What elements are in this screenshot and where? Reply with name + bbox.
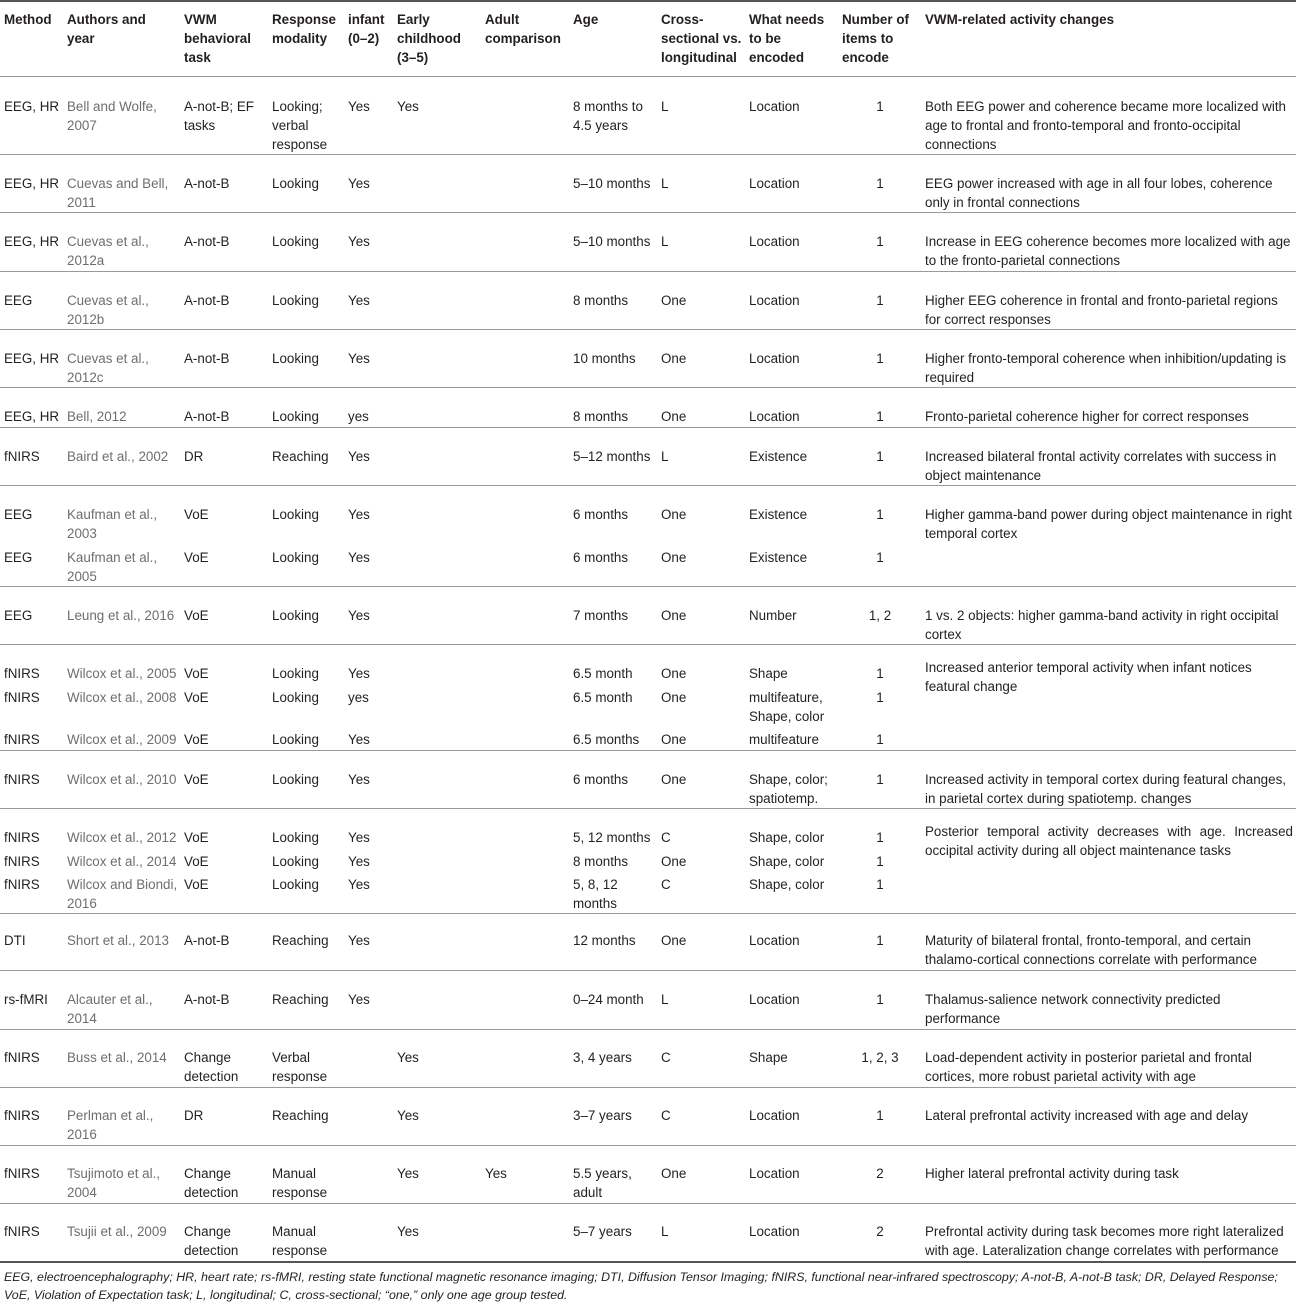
- cell-encode: Location: [749, 351, 800, 366]
- cell-method: EEG, HR: [4, 234, 60, 249]
- cell-items: 1: [876, 234, 884, 249]
- cell-method: fNIRS: [4, 732, 40, 747]
- cell-authors: Cuevas et al., 2012b: [67, 293, 149, 327]
- row-divider: [0, 427, 1296, 428]
- cell-encode: Existence: [749, 507, 808, 522]
- cell-method: fNIRS: [4, 1050, 40, 1065]
- cell-design: L: [661, 234, 669, 249]
- row-divider: [0, 212, 1296, 213]
- cell-response: Looking: [272, 550, 319, 565]
- cell-authors: Wilcox et al., 2008: [67, 690, 177, 705]
- cell-authors: Wilcox et al., 2009: [67, 732, 177, 747]
- cell-task: A-not-B: [184, 234, 230, 249]
- header-method: Method: [4, 12, 52, 27]
- cell-infant: Yes: [348, 234, 370, 249]
- cell-items: 1: [876, 772, 884, 787]
- header-bottom-rule: [0, 76, 1296, 77]
- cell-task: VoE: [184, 690, 209, 705]
- cell-infant: Yes: [348, 877, 370, 892]
- header-design: Cross-sectional vs. longitudinal: [661, 12, 742, 65]
- cell-encode: Shape, color; spatiotemp.: [749, 772, 828, 806]
- cell-items: 1, 2, 3: [861, 1050, 899, 1065]
- cell-items: 2: [876, 1166, 884, 1181]
- cell-authors: Wilcox et al., 2012: [67, 830, 177, 845]
- cell-infant: Yes: [348, 99, 370, 114]
- cell-age: 5–7 years: [573, 1224, 632, 1239]
- cell-items: 1: [876, 690, 884, 705]
- cell-activity: Increase in EEG coherence becomes more localized with age to the fronto-parietal connections: [925, 234, 1291, 268]
- cell-design: L: [661, 992, 669, 1007]
- row-divider: [0, 913, 1296, 914]
- cell-items: 1: [876, 877, 884, 892]
- cell-age: 5, 8, 12 months: [573, 877, 618, 911]
- cell-task: VoE: [184, 608, 209, 623]
- cell-activity: Both EEG power and coherence became more localized with age to frontal and fronto-temporal and fronto-occipital connections: [925, 99, 1286, 152]
- cell-items: 1: [876, 99, 884, 114]
- cell-design: One: [661, 507, 687, 522]
- cell-design: C: [661, 877, 671, 892]
- cell-age: 5–10 months: [573, 234, 651, 249]
- cell-design: C: [661, 830, 671, 845]
- cell-encode: Location: [749, 293, 800, 308]
- cell-design: L: [661, 176, 669, 191]
- cell-method: fNIRS: [4, 690, 40, 705]
- cell-infant: yes: [348, 409, 369, 424]
- cell-infant: Yes: [348, 449, 370, 464]
- cell-encode: Location: [749, 933, 800, 948]
- cell-infant: Yes: [348, 830, 370, 845]
- cell-task: VoE: [184, 732, 209, 747]
- cell-task: VoE: [184, 666, 209, 681]
- header-response: Response modality: [272, 12, 336, 46]
- cell-design: One: [661, 409, 687, 424]
- cell-encode: multifeature: [749, 732, 819, 747]
- cell-design: L: [661, 99, 669, 114]
- cell-task: A-not-B; EF tasks: [184, 99, 254, 133]
- cell-design: One: [661, 351, 687, 366]
- cell-items: 1, 2: [868, 608, 892, 623]
- cell-infant: Yes: [348, 293, 370, 308]
- cell-method: EEG, HR: [4, 409, 60, 424]
- cell-activity: Fronto-parietal coherence higher for correct responses: [925, 409, 1249, 424]
- cell-encode: Shape, color: [749, 830, 825, 845]
- cell-items: 1: [876, 666, 884, 681]
- cell-encode: Existence: [749, 449, 808, 464]
- cell-method: EEG: [4, 293, 33, 308]
- cell-task: VoE: [184, 772, 209, 787]
- cell-method: fNIRS: [4, 830, 40, 845]
- row-divider: [0, 154, 1296, 155]
- cell-activity: Thalamus-salience network connectivity predicted performance: [925, 992, 1221, 1026]
- cell-task: Change detection: [184, 1224, 239, 1258]
- cell-response: Looking: [272, 351, 319, 366]
- cell-early: Yes: [397, 99, 419, 114]
- cell-response: Reaching: [272, 449, 329, 464]
- row-divider: [0, 271, 1296, 272]
- row-divider: [0, 1029, 1296, 1030]
- cell-items: 1: [876, 449, 884, 464]
- cell-activity: Maturity of bilateral frontal, fronto-temporal, and certain thalamo-cortical connections correlate with performance: [925, 933, 1257, 967]
- cell-age: 3, 4 years: [573, 1050, 632, 1065]
- cell-response: Looking: [272, 608, 319, 623]
- header-age: Age: [573, 12, 599, 27]
- cell-activity: EEG power increased with age in all four lobes, coherence only in frontal connections: [925, 176, 1273, 210]
- header-encode: What needs to be encoded: [749, 12, 825, 65]
- cell-design: One: [661, 1166, 687, 1181]
- cell-task: DR: [184, 449, 204, 464]
- cell-design: One: [661, 550, 687, 565]
- cell-activity: Lateral prefrontal activity increased with age and delay: [925, 1108, 1249, 1123]
- cell-age: 6.5 month: [573, 666, 633, 681]
- cell-encode: Location: [749, 1166, 800, 1181]
- cell-task: A-not-B: [184, 409, 230, 424]
- cell-response: Looking: [272, 234, 319, 249]
- cell-encode: Location: [749, 234, 800, 249]
- row-divider: [0, 485, 1296, 486]
- cell-method: fNIRS: [4, 1224, 40, 1239]
- cell-infant: Yes: [348, 666, 370, 681]
- cell-response: Looking: [272, 830, 319, 845]
- cell-early: Yes: [397, 1108, 419, 1123]
- cell-encode: Number: [749, 608, 797, 623]
- cell-age: 8 months: [573, 409, 629, 424]
- header-items: Number of items to encode: [842, 12, 909, 65]
- cell-design: L: [661, 449, 669, 464]
- cell-encode: Shape: [749, 666, 788, 681]
- cell-adult: Yes: [485, 1166, 507, 1181]
- cell-authors: Cuevas and Bell, 2011: [67, 176, 169, 210]
- cell-response: Looking; verbal response: [272, 99, 328, 152]
- cell-age: 10 months: [573, 351, 636, 366]
- cell-items: 2: [876, 1224, 884, 1239]
- cell-method: fNIRS: [4, 1166, 40, 1181]
- cell-method: fNIRS: [4, 1108, 40, 1123]
- table-bottom-rule: [0, 1261, 1296, 1263]
- header-activity: VWM-related activity changes: [925, 12, 1115, 27]
- cell-encode: Existence: [749, 550, 808, 565]
- cell-age: 5–10 months: [573, 176, 651, 191]
- cell-method: fNIRS: [4, 854, 40, 869]
- cell-authors: Short et al., 2013: [67, 933, 169, 948]
- cell-method: EEG: [4, 550, 33, 565]
- cell-age: 5–12 months: [573, 449, 651, 464]
- cell-infant: Yes: [348, 992, 370, 1007]
- cell-response: Looking: [272, 772, 319, 787]
- cell-age: 6 months: [573, 507, 629, 522]
- cell-infant: Yes: [348, 854, 370, 869]
- cell-activity: 1 vs. 2 objects: higher gamma-band activity in right occipital cortex: [925, 608, 1279, 642]
- cell-task: VoE: [184, 507, 209, 522]
- cell-infant: Yes: [348, 772, 370, 787]
- cell-items: 1: [876, 830, 884, 845]
- cell-activity: Higher gamma-band power during object maintenance in right temporal cortex: [925, 507, 1292, 541]
- row-divider: [0, 970, 1296, 971]
- cell-authors: Cuevas et al., 2012a: [67, 234, 149, 268]
- cell-items: 1: [876, 507, 884, 522]
- cell-task: VoE: [184, 854, 209, 869]
- cell-task: A-not-B: [184, 293, 230, 308]
- cell-age: 0–24 month: [573, 992, 644, 1007]
- cell-age: 12 months: [573, 933, 636, 948]
- cell-task: A-not-B: [184, 992, 230, 1007]
- cell-response: Looking: [272, 732, 319, 747]
- cell-method: EEG, HR: [4, 99, 60, 114]
- cell-activity: Load-dependent activity in posterior parietal and frontal cortices, more robust parietal activity with age: [925, 1050, 1252, 1084]
- table-top-rule: [0, 0, 1296, 2]
- cell-method: rs-fMRI: [4, 992, 48, 1007]
- cell-infant: Yes: [348, 550, 370, 565]
- cell-activity: Increased anterior temporal activity when infant notices featural change: [925, 660, 1252, 694]
- cell-infant: Yes: [348, 351, 370, 366]
- header-early-childhood: Early childhood (3–5): [397, 12, 461, 65]
- cell-response: Looking: [272, 877, 319, 892]
- cell-early: Yes: [397, 1166, 419, 1181]
- cell-method: EEG, HR: [4, 351, 60, 366]
- cell-task: DR: [184, 1108, 204, 1123]
- row-divider: [0, 329, 1296, 330]
- cell-task: VoE: [184, 550, 209, 565]
- cell-response: Reaching: [272, 992, 329, 1007]
- cell-age: 3–7 years: [573, 1108, 632, 1123]
- cell-authors: Kaufman et al., 2003: [67, 507, 158, 541]
- cell-authors: Bell, 2012: [67, 409, 127, 424]
- cell-method: DTI: [4, 933, 26, 948]
- cell-age: 6 months: [573, 550, 629, 565]
- cell-items: 1: [876, 176, 884, 191]
- cell-activity: Higher EEG coherence in frontal and fronto-parietal regions for correct responses: [925, 293, 1278, 327]
- row-divider: [0, 1087, 1296, 1088]
- cell-age: 8 months: [573, 854, 629, 869]
- cell-activity: Higher lateral prefrontal activity during task: [925, 1166, 1179, 1181]
- cell-items: 1: [876, 409, 884, 424]
- cell-authors: Tsujii et al., 2009: [67, 1224, 167, 1239]
- cell-authors: Cuevas et al., 2012c: [67, 351, 149, 385]
- cell-age: 6.5 month: [573, 690, 633, 705]
- cell-method: fNIRS: [4, 449, 40, 464]
- cell-items: 1: [876, 854, 884, 869]
- cell-encode: multifeature, Shape, color: [749, 690, 825, 724]
- cell-method: EEG: [4, 507, 33, 522]
- cell-design: C: [661, 1050, 671, 1065]
- cell-age: 7 months: [573, 608, 629, 623]
- cell-design: One: [661, 666, 687, 681]
- cell-design: One: [661, 293, 687, 308]
- cell-response: Reaching: [272, 1108, 329, 1123]
- cell-response: Reaching: [272, 933, 329, 948]
- cell-method: EEG: [4, 608, 33, 623]
- cell-age: 6.5 months: [573, 732, 640, 747]
- cell-encode: Location: [749, 992, 800, 1007]
- cell-encode: Location: [749, 1108, 800, 1123]
- cell-encode: Location: [749, 1224, 800, 1239]
- cell-response: Manual response: [272, 1166, 328, 1200]
- cell-early: Yes: [397, 1224, 419, 1239]
- cell-age: 6 months: [573, 772, 629, 787]
- cell-authors: Leung et al., 2016: [67, 608, 175, 623]
- cell-design: One: [661, 608, 687, 623]
- cell-infant: Yes: [348, 933, 370, 948]
- cell-activity: Prefrontal activity during task becomes more right lateralized with age. Lateralization change correlates with performance: [925, 1224, 1284, 1258]
- cell-items: 1: [876, 1108, 884, 1123]
- cell-infant: Yes: [348, 608, 370, 623]
- cell-authors: Wilcox and Biondi, 2016: [67, 877, 178, 911]
- cell-age: 5.5 years, adult: [573, 1166, 632, 1200]
- cell-age: 5, 12 months: [573, 830, 651, 845]
- cell-encode: Shape, color: [749, 854, 825, 869]
- cell-encode: Shape, color: [749, 877, 825, 892]
- cell-items: 1: [876, 933, 884, 948]
- cell-infant: Yes: [348, 732, 370, 747]
- row-divider: [0, 808, 1296, 809]
- cell-task: A-not-B: [184, 351, 230, 366]
- cell-task: A-not-B: [184, 933, 230, 948]
- cell-infant: yes: [348, 690, 369, 705]
- cell-age: 8 months to 4.5 years: [573, 99, 643, 133]
- cell-task: Change detection: [184, 1166, 239, 1200]
- cell-items: 1: [876, 550, 884, 565]
- cell-method: fNIRS: [4, 666, 40, 681]
- cell-items: 1: [876, 293, 884, 308]
- cell-authors: Tsujimoto et al., 2004: [67, 1166, 161, 1200]
- cell-method: EEG, HR: [4, 176, 60, 191]
- cell-encode: Location: [749, 409, 800, 424]
- cell-authors: Kaufman et al., 2005: [67, 550, 158, 584]
- cell-authors: Wilcox et al., 2014: [67, 854, 177, 869]
- row-divider: [0, 1203, 1296, 1204]
- cell-authors: Perlman et al., 2016: [67, 1108, 154, 1142]
- table-footnote: EEG, electroencephalography; HR, heart rate; rs-fMRI, resting state functional magnetic resonance imaging; DTI, Diffusion Tensor Imaging; fNIRS, functional near-infrared spectroscopy; A-not-B, A-not-B task; DR, Delayed Response; VoE, Violation of Expectation task; L, longitudinal; C, cross-sectional; “one,” only one age group tested.: [4, 1270, 1278, 1302]
- header-adult: Adult comparison: [485, 12, 561, 46]
- cell-response: Looking: [272, 176, 319, 191]
- cell-items: 1: [876, 351, 884, 366]
- cell-infant: Yes: [348, 507, 370, 522]
- cell-encode: Shape: [749, 1050, 788, 1065]
- cell-task: VoE: [184, 877, 209, 892]
- cell-task: VoE: [184, 830, 209, 845]
- cell-task: A-not-B: [184, 176, 230, 191]
- cell-encode: Location: [749, 176, 800, 191]
- cell-encode: Location: [749, 99, 800, 114]
- cell-activity: Increased bilateral frontal activity correlates with success in object maintenance: [925, 449, 1277, 483]
- cell-age: 8 months: [573, 293, 629, 308]
- cell-authors: Baird et al., 2002: [67, 449, 169, 464]
- cell-method: fNIRS: [4, 877, 40, 892]
- cell-authors: Wilcox et al., 2005: [67, 666, 177, 681]
- row-divider: [0, 750, 1296, 751]
- cell-design: L: [661, 1224, 669, 1239]
- row-divider: [0, 586, 1296, 587]
- cell-response: Looking: [272, 666, 319, 681]
- header-infant: infant (0–2): [348, 12, 385, 46]
- cell-items: 1: [876, 732, 884, 747]
- cell-design: One: [661, 933, 687, 948]
- cell-design: One: [661, 732, 687, 747]
- cell-activity: Increased activity in temporal cortex during featural changes, in parietal cortex during spatiotemp. changes: [925, 772, 1286, 806]
- cell-response: Verbal response: [272, 1050, 328, 1084]
- cell-response: Looking: [272, 854, 319, 869]
- row-divider: [0, 644, 1296, 645]
- cell-response: Looking: [272, 690, 319, 705]
- cell-early: Yes: [397, 1050, 419, 1065]
- cell-infant: Yes: [348, 176, 370, 191]
- cell-response: Manual response: [272, 1224, 328, 1258]
- cell-design: One: [661, 854, 687, 869]
- cell-authors: Wilcox et al., 2010: [67, 772, 177, 787]
- cell-design: One: [661, 772, 687, 787]
- cell-response: Looking: [272, 409, 319, 424]
- cell-method: fNIRS: [4, 772, 40, 787]
- cell-design: C: [661, 1108, 671, 1123]
- row-divider: [0, 1145, 1296, 1146]
- cell-task: Change detection: [184, 1050, 239, 1084]
- cell-authors: Buss et al., 2014: [67, 1050, 167, 1065]
- cell-items: 1: [876, 992, 884, 1007]
- header-authors: Authors and year: [67, 12, 146, 46]
- cell-activity: Higher fronto-temporal coherence when inhibition/updating is required: [925, 351, 1287, 385]
- row-divider: [0, 387, 1296, 388]
- cell-authors: Bell and Wolfe, 2007: [67, 99, 157, 133]
- cell-response: Looking: [272, 507, 319, 522]
- header-task: VWM behavioral task: [184, 12, 251, 65]
- cell-design: One: [661, 690, 687, 705]
- cell-response: Looking: [272, 293, 319, 308]
- cell-activity: Posterior temporal activity decreases with age. Increased occipital activity during all object maintenance tasks: [925, 824, 1293, 858]
- cell-authors: Alcauter et al., 2014: [67, 992, 153, 1026]
